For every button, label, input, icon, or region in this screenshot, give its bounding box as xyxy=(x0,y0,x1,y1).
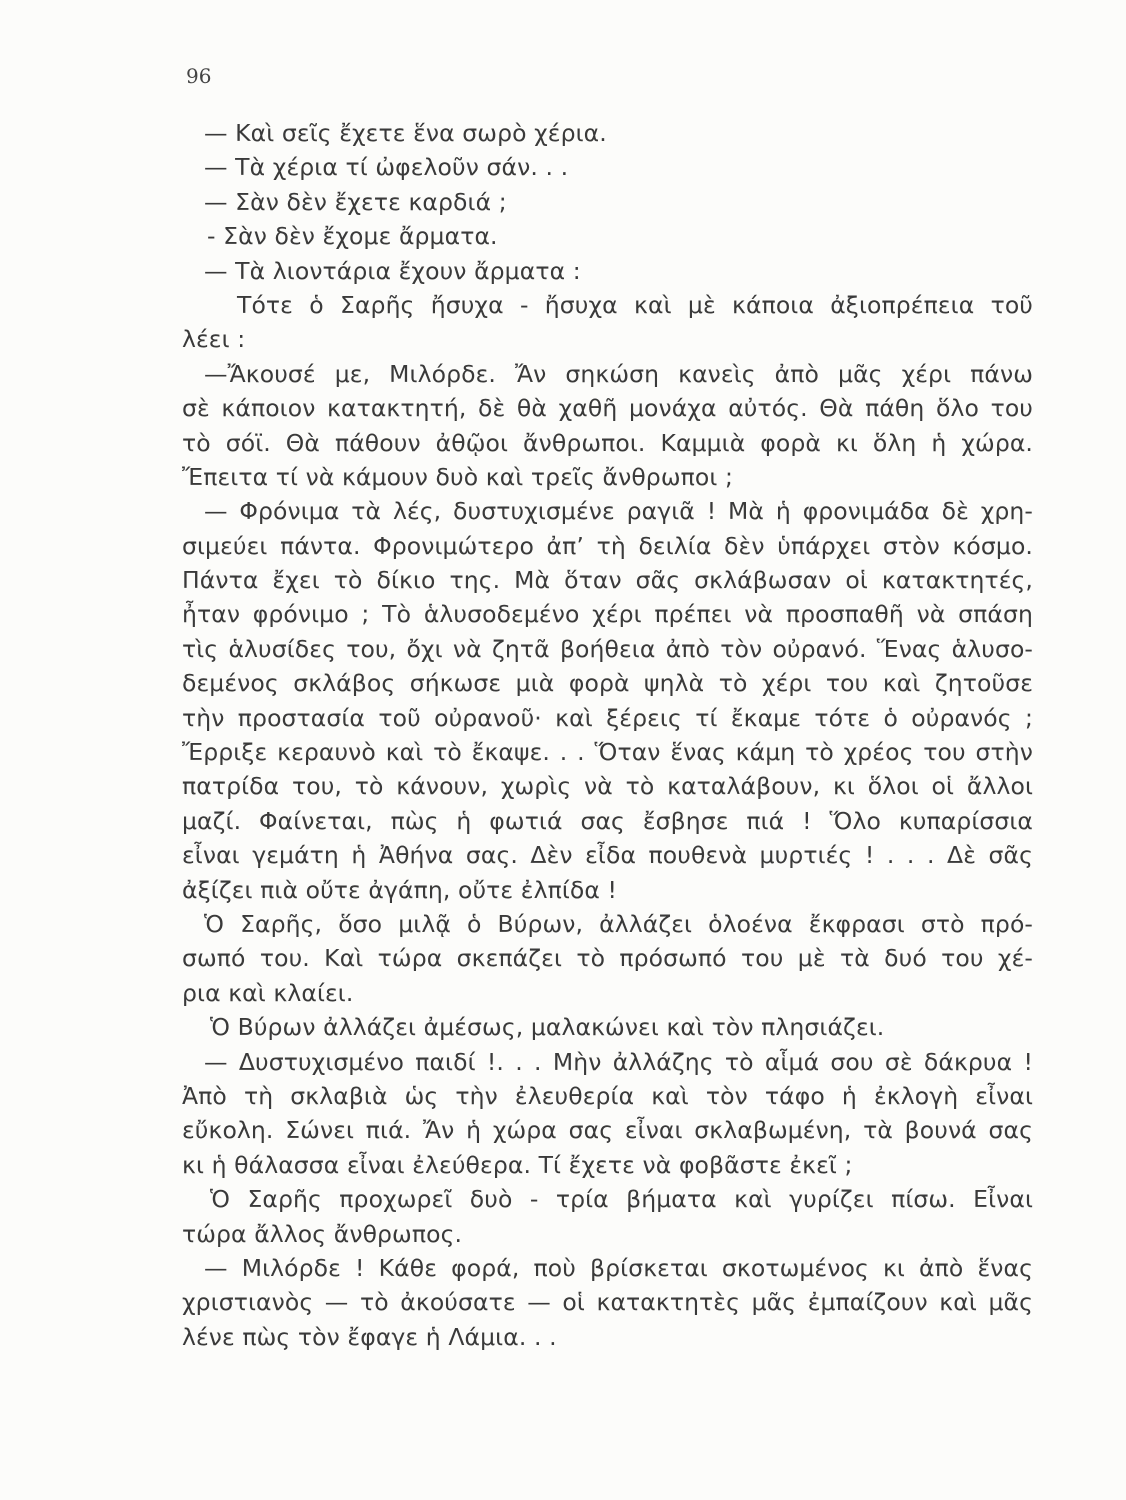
text-line: ρια καὶ κλαίει. xyxy=(182,978,354,1007)
text-line: λέει : xyxy=(182,325,246,354)
text-line: Ἀπὸ τὴ σκλαβιὰ ὡς τὴν ἐλευθερία καὶ τὸν τάφο ἡ ἐκλογὴ εἶναι xyxy=(182,1081,1033,1110)
text-line: χριστιανὸς — τὸ ἀκούσατε — οἱ κατακτητὲς μᾶς ἐμπαίζουν καὶ μᾶς xyxy=(182,1288,1033,1317)
text-line: εἶναι γεμάτη ἡ Ἀθήνα σας. Δὲν εἶδα πουθενὰ μυρτιές ! . . . Δὲ σᾶς xyxy=(182,841,1033,870)
body-text xyxy=(182,116,1033,1354)
text-line: σιμεύει πάντα. Φρονιμώτερο ἀπ’ τὴ δειλία δὲν ὑπάρχει στὸν κόσμο. xyxy=(182,531,1033,560)
text-line: δεμένος σκλάβος σήκωσε μιὰ φορὰ ψηλὰ τὸ χέρι του καὶ ζητοῦσε xyxy=(182,669,1033,698)
text-line: — Τὰ χέρια τί ὠφελοῦν σάν. . . xyxy=(204,153,569,182)
text-line: λένε πὼς τὸν ἔφαγε ἡ Λάμια. . . xyxy=(182,1322,557,1351)
text-line: ἀξίζει πιὰ οὔτε ἀγάπη, οὔτε ἐλπίδα ! xyxy=(182,875,618,904)
page-number: 96 xyxy=(186,64,212,88)
text-line: κι ἡ θάλασσα εἶναι ἐλεύθερα. Τί ἔχετε νὰ φοβᾶστε ἐκεῖ ; xyxy=(182,1150,853,1179)
text-line: — Σὰν δὲν ἔχετε καρδιά ; xyxy=(204,187,507,216)
text-line: πατρίδα του, τὸ κάνουν, χωρὶς νὰ τὸ καταλάβουν, κι ὅλοι οἱ ἄλλοι xyxy=(182,772,1033,801)
text-line: σωπό του. Καὶ τώρα σκεπάζει τὸ πρόσωπό του μὲ τὰ δυό του χέ- xyxy=(182,944,1033,973)
text-line: - Σὰν δὲν ἔχομε ἄρματα. xyxy=(207,222,498,251)
text-line: τώρα ἄλλος ἄνθρωπος. xyxy=(182,1219,463,1248)
text-line: — Μιλόρδε ! Κάθε φορά, ποὺ βρίσκεται σκοτωμένος κι ἀπὸ ἕνας xyxy=(204,1253,1033,1282)
text-line: Τότε ὁ Σαρῆς ἤσυχα - ἤσυχα καὶ μὲ κάποια ἀξιοπρέπεια τοῦ xyxy=(237,290,1033,319)
text-line: — Καὶ σεῖς ἔχετε ἕνα σωρὸ χέρια. xyxy=(204,119,607,147)
text-line: — Φρόνιμα τὰ λές, δυστυχισμένε ραγιᾶ ! Μὰ ἡ φρονιμάδα δὲ χρη- xyxy=(204,497,1033,526)
text-line: τὶς ἁλυσίδες του, ὄχι νὰ ζητᾶ βοήθεια ἀπὸ τὸν οὐρανό. Ἕνας ἁλυσο- xyxy=(182,634,1033,663)
text-line: Ἔρριξε κεραυνὸ καὶ τὸ ἔκαψε. . . Ὅταν ἕνας κάμη τὸ χρέος του στὴν xyxy=(182,738,1033,767)
text-line: Πάντα ἔχει τὸ δίκιο της. Μὰ ὅταν σᾶς σκλάβωσαν οἱ κατακτητές, xyxy=(182,566,1033,595)
text-line: Ὁ Βύρων ἀλλάζει ἀμέσως, μαλακώνει καὶ τὸν πλησιάζει. xyxy=(210,1013,885,1042)
text-line: μαζί. Φαίνεται, πὼς ἡ φωτιά σας ἔσβησε πιά ! Ὅλο κυπαρίσσια xyxy=(182,806,1033,835)
text-line: τὴν προστασία τοῦ οὐρανοῦ· καὶ ξέρεις τί ἔκαμε τότε ὁ οὐρανός ; xyxy=(182,703,1033,732)
text-line: —Ἄκουσέ με, Μιλόρδε. Ἄν σηκώση κανεὶς ἀπὸ μᾶς χέρι πάνω xyxy=(204,359,1033,388)
text-line: Ὁ Σαρῆς, ὅσο μιλᾷ ὁ Βύρων, ἀλλάζει ὁλοένα ἔκφρασι στὸ πρό- xyxy=(204,909,1033,938)
text-line: — Δυστυχισμένο παιδί !. . . Μὴν ἀλλάζης τὸ αἷμά σου σὲ δάκρυα ! xyxy=(204,1047,1033,1076)
text-line: Ὁ Σαρῆς προχωρεῖ δυὸ - τρία βήματα καὶ γυρίζει πίσω. Εἶναι xyxy=(210,1185,1033,1214)
text-line: ἦταν φρόνιμο ; Τὸ ἁλυσοδεμένο χέρι πρέπει νὰ προσπαθῆ νὰ σπάση xyxy=(182,600,1033,629)
text-line: Ἔπειτα τί νὰ κάμουν δυὸ καὶ τρεῖς ἄνθρωποι ; xyxy=(182,462,733,491)
text-line: — Τὰ λιοντάρια ἔχουν ἄρματα : xyxy=(204,256,581,285)
text-line: σὲ κάποιον κατακτητή, δὲ θὰ χαθῆ μονάχα αὐτός. Θὰ πάθη ὅλο του xyxy=(182,394,1033,423)
text-line: τὸ σόϊ. Θὰ πάθουν ἀθῷοι ἄνθρωποι. Καμμιὰ φορὰ κι ὅλη ἡ χώρα. xyxy=(182,428,1033,457)
text-line: εὔκολη. Σώνει πιά. Ἄν ἡ χώρα σας εἶναι σκλαβωμένη, τὰ βουνά σας xyxy=(182,1116,1033,1145)
